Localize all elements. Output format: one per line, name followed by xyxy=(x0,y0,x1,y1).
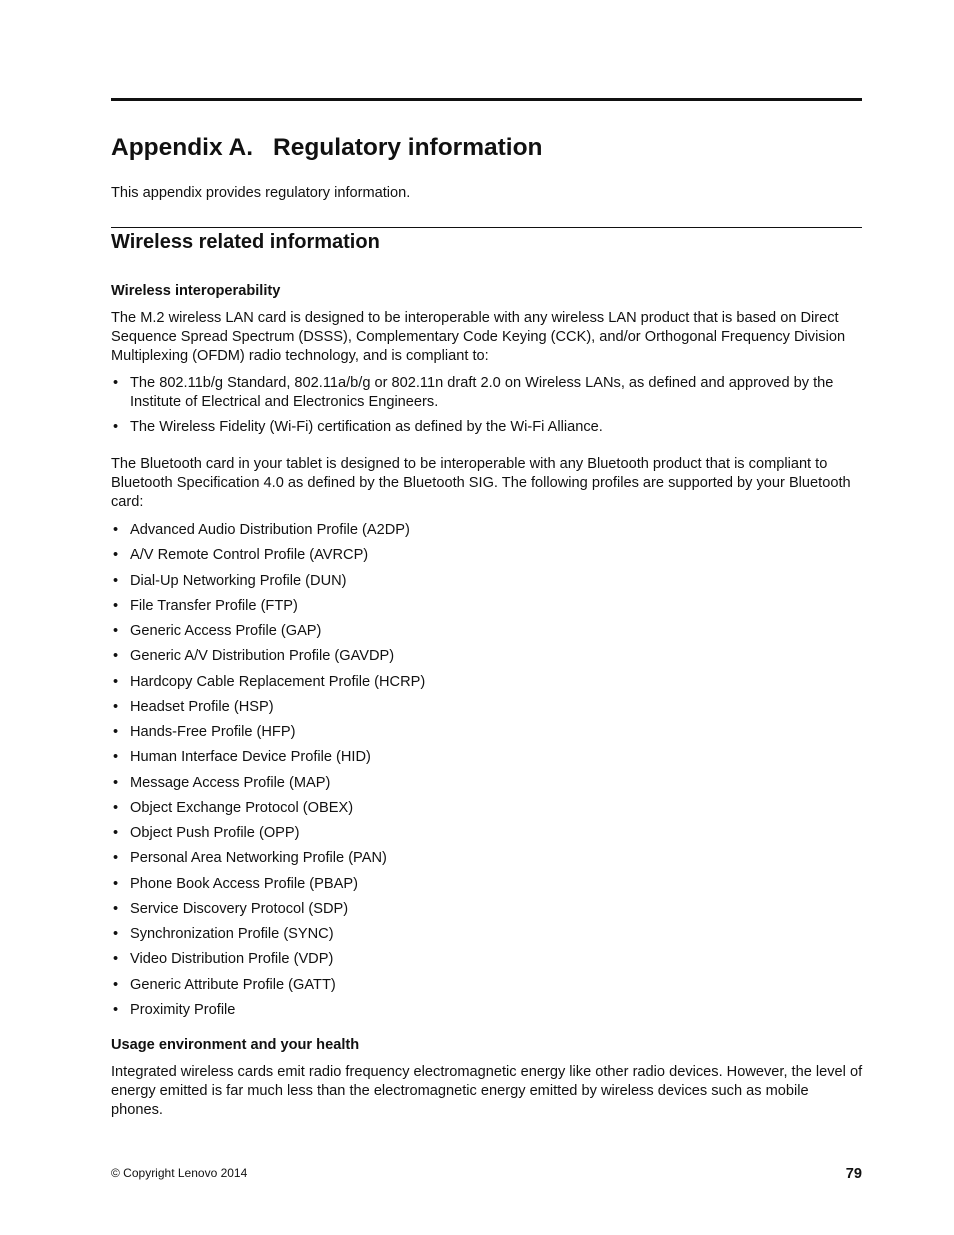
bluetooth-profiles-list xyxy=(111,521,863,1026)
section-rule xyxy=(111,227,862,228)
list-item-text: Personal Area Networking Profile (PAN) xyxy=(130,850,387,867)
list-item xyxy=(111,1001,863,1026)
list-item xyxy=(111,774,863,799)
section-title: Wireless related information xyxy=(111,231,380,253)
bullet-mark: • xyxy=(113,749,119,766)
bullet-mark: • xyxy=(113,1001,119,1018)
list-item-text: Generic A/V Distribution Profile (GAVDP) xyxy=(130,648,395,665)
list-item xyxy=(111,748,863,773)
bullet-mark: • xyxy=(113,951,119,968)
list-item-text: Service Discovery Protocol (SDP) xyxy=(130,900,349,917)
list-item-text: Hardcopy Cable Replacement Profile (HCRP) xyxy=(130,673,426,690)
list-item xyxy=(111,647,863,672)
list-item xyxy=(111,824,863,849)
bullet-mark: • xyxy=(113,724,119,740)
list-item-text: Phone Book Access Profile (PBAP) xyxy=(130,875,358,892)
footer-copyright: © Copyright Lenovo 2014 xyxy=(111,1166,248,1180)
list-item xyxy=(111,546,863,571)
list-item-text: File Transfer Profile (FTP) xyxy=(130,597,298,614)
list-item-text: Generic Attribute Profile (GATT) xyxy=(130,976,336,993)
list-item-text: Human Interface Device Profile (HID) xyxy=(130,749,371,766)
list-item xyxy=(111,572,863,597)
list-item-text: Proximity Profile xyxy=(130,1001,236,1018)
chapter-title xyxy=(111,134,543,162)
list-item xyxy=(111,900,863,925)
footer-page-number: 79 xyxy=(845,1166,862,1182)
list-item-text: Object Exchange Protocol (OBEX) xyxy=(130,799,354,816)
list-item-text: Dial-Up Networking Profile (DUN) xyxy=(130,572,347,589)
list-item xyxy=(111,673,863,698)
wlan-standards-list xyxy=(111,374,863,437)
bullet-mark: • xyxy=(113,673,119,690)
bullet-mark: • xyxy=(113,375,119,391)
bullet-mark: • xyxy=(113,926,119,942)
list-item-text: Generic Access Profile (GAP) xyxy=(130,623,322,639)
bullet-mark: • xyxy=(113,825,119,841)
bullet-mark: • xyxy=(113,419,119,435)
list-item xyxy=(111,597,863,622)
bullet-mark: • xyxy=(113,572,119,589)
intro-paragraph: This appendix provides regulatory information. xyxy=(111,185,411,201)
list-item-text: Video Distribution Profile (VDP) xyxy=(130,951,334,968)
bullet-mark: • xyxy=(113,900,119,917)
list-item-text: Advanced Audio Distribution Profile (A2DP) xyxy=(130,522,410,538)
bullet-mark: • xyxy=(113,875,119,892)
bullet-mark: • xyxy=(113,850,119,867)
bullet-mark: • xyxy=(113,648,119,665)
list-item-text: Hands-Free Profile (HFP) xyxy=(130,724,296,740)
list-item xyxy=(111,418,863,437)
list-item xyxy=(111,799,863,824)
list-item xyxy=(111,925,863,950)
bullet-mark: • xyxy=(113,522,119,538)
list-item xyxy=(111,374,863,412)
subheading-interoperability: Wireless interoperability xyxy=(111,283,281,299)
list-item xyxy=(111,622,863,647)
list-item-text: Headset Profile (HSP) xyxy=(130,698,274,715)
chapter-rule xyxy=(111,98,862,101)
paragraph-health: Integrated wireless cards emit radio frequency electromagnetic energy like other radio devices. However, the level of energy emitted is far much less than the electromagnetic energy emitted by wireless devices such as mobile phones. xyxy=(111,1064,863,1118)
bullet-mark: • xyxy=(113,774,119,791)
list-item-text: A/V Remote Control Profile (AVRCP) xyxy=(130,547,369,564)
list-item-text: The Wireless Fidelity (Wi-Fi) certification as defined by the Wi-Fi Alliance. xyxy=(130,419,603,435)
bullet-mark: • xyxy=(113,547,119,564)
list-item-text: The 802.11b/g Standard, 802.11a/b/g or 802.11n draft 2.0 on Wireless LANs, as defined and approved by the Institute of Electrical and Electronics Engineers. xyxy=(130,375,834,410)
bullet-mark: • xyxy=(113,799,119,816)
list-item xyxy=(111,698,863,723)
list-item-text: Message Access Profile (MAP) xyxy=(130,774,331,791)
subheading-health: Usage environment and your health xyxy=(111,1037,360,1053)
list-item xyxy=(111,976,863,1001)
list-item-text: Object Push Profile (OPP) xyxy=(130,825,300,841)
chapter-number: Appendix A. xyxy=(111,134,254,161)
list-item xyxy=(111,875,863,900)
bullet-mark: • xyxy=(113,698,119,715)
paragraph-bluetooth: The Bluetooth card in your tablet is designed to be interoperable with any Bluetooth product that is compliant to Bluetooth Specification 4.0 as defined by the Bluetooth SIG. The following profiles are supported by your Bluetooth card: xyxy=(111,456,851,510)
paragraph-wlan: The M.2 wireless LAN card is designed to be interoperable with any wireless LAN product that is based on Direct Sequence Spread Spectrum (DSSS), Complementary Code Keying (CCK), and/or Orthogonal Frequency Division Multiplexing (OFDM) radio technology, and is compliant to: xyxy=(111,310,846,364)
chapter-title-text: Regulatory information xyxy=(273,134,543,161)
list-item-text: Synchronization Profile (SYNC) xyxy=(130,926,334,942)
bullet-mark: • xyxy=(113,976,119,993)
list-item xyxy=(111,723,863,748)
list-item xyxy=(111,849,863,874)
list-item xyxy=(111,950,863,975)
bullet-mark: • xyxy=(113,623,119,639)
list-item xyxy=(111,521,863,546)
bullet-mark: • xyxy=(113,597,119,614)
